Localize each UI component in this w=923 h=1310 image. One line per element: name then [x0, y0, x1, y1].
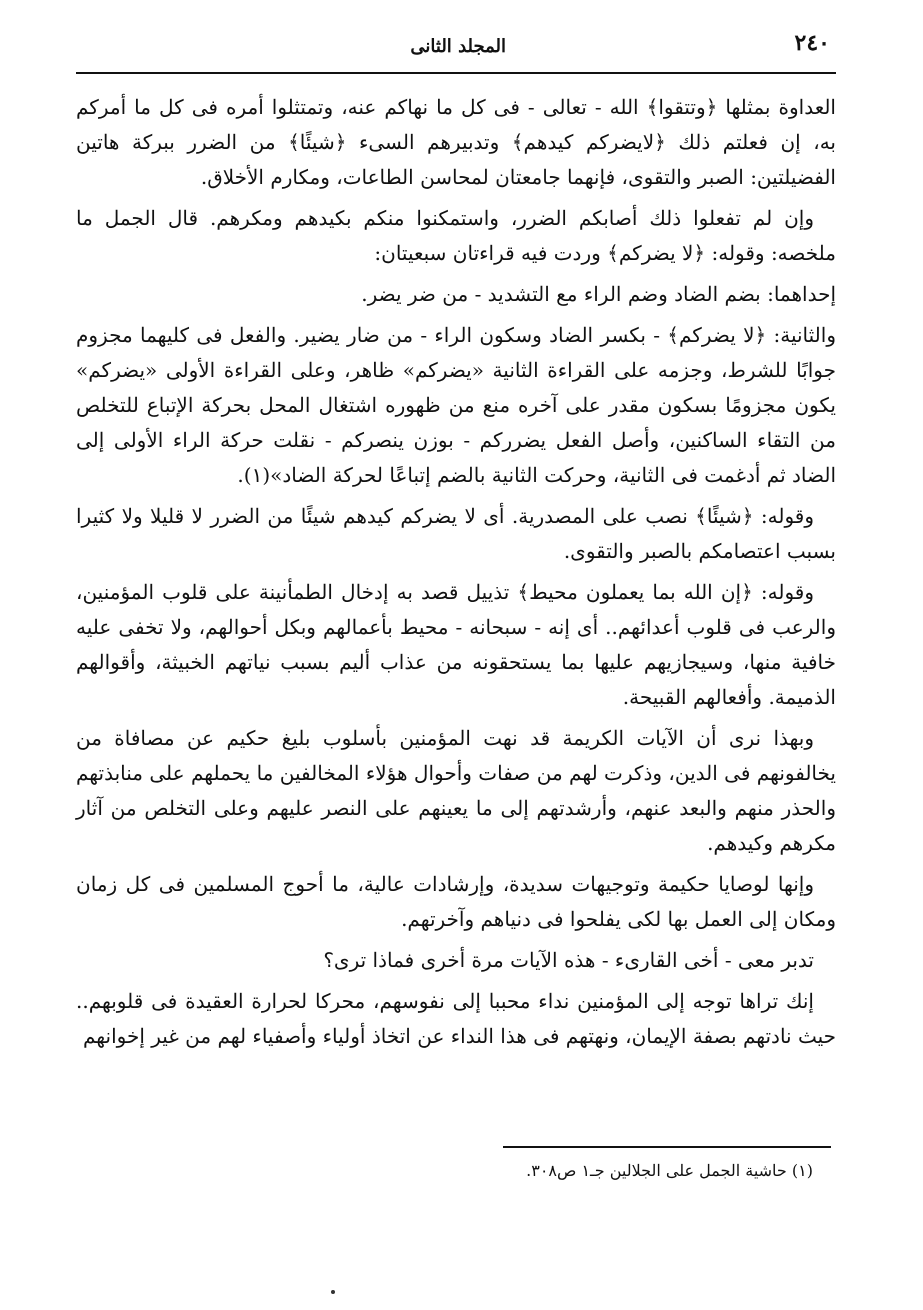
volume-title: المجلد الثانى: [410, 36, 506, 57]
paragraph-8: وإنها لوصايا حكيمة وتوجيهات سديدة، وإرشادات عالية، ما أحوج المسلمين فى كل زمان ومكان إلى العمل بها لكى يفلحوا فى دنياهم وآخرتهم.: [76, 872, 836, 931]
paragraph-6: وقوله: ﴿إن الله بما يعملون محيط﴾ تذييل قصد به إدخال الطمأنينة على قلوب المؤمنين، والرعب فى قلوب أعدائهم.. أى إنه - سبحانه - محيط بأعمالهم وبكل أحوالهم، ولا تخفى عليه خافية منها، وسيجازيهم عليها بما يستحقونه من عذاب أليم بسبب نياتهم الخبيثة، وأقوالهم الذميمة. وأفعالهم القبيحة.: [76, 580, 836, 709]
page-number: ٢٤٠: [794, 30, 830, 56]
footnote: (١) حاشية الجمل على الجلالين جـ١ ص٣٠٨.: [526, 1161, 813, 1180]
paragraph-9: تدبر معى - أخى القارىء - هذه الآيات مرة أخرى فماذا ترى؟: [323, 948, 814, 972]
paragraph-2: وإن لم تفعلوا ذلك أصابكم الضرر، واستمكنوا منكم بكيدهم ومكرهم. قال الجمل ما ملخصه: وقوله: ﴿لا يضركم﴾ وردت فيه قراءتان سبعيتان:: [76, 206, 836, 265]
stray-dot: [331, 1290, 335, 1294]
paragraph-1: العداوة بمثلها ﴿وتتقوا﴾ الله - تعالى - فى كل ما نهاكم عنه، وتمتثلوا أمره فى كل ما أمركم به، إن فعلتم ذلك ﴿لايضركم كيدهم﴾ وتدبيرهم السىء ﴿شيئًا﴾ من الضرر ببركة هاتين الفضيلتين: الصبر والتقوى، فإنهما جامعتان لمحاسن الطاعات، ومكارم الأخلاق.: [76, 95, 836, 189]
footnote-rule: [503, 1146, 831, 1148]
paragraph-4: والثانية: ﴿لا يضركم﴾ - بكسر الضاد وسكون الراء - من ضار يضير. والفعل فى كليهما مجزوم جوابًا للشرط، وجزمه على القراءة الثانية «يضركم» ظاهر، وعلى القراءة الأولى «يضركم» يكون مجزومًا بسكون مقدر على آخره منع من ظهوره اشتغال المحل بحركة الإتباع للتخلص من التقاء الساكنين، وأصل الفعل يضرركم - بوزن ينصركم - نقلت حركة الراء الأولى إلى الضاد ثم أدغمت فى الثانية، وحركت الثانية بالضم إتباعًا لحركة الضاد»(١).: [76, 323, 836, 487]
main-text: [76, 90, 836, 1060]
page-header: [76, 30, 836, 76]
header-rule: [76, 72, 836, 74]
paragraph-3: إحداهما: بضم الضاد وضم الراء مع التشديد - من ضر يضر.: [361, 282, 836, 306]
paragraph-7: وبهذا نرى أن الآيات الكريمة قد نهت المؤمنين بأسلوب بليغ حكيم عن مصافاة من يخالفونهم فى الدين، وذكرت لهم من صفات وأحوال هؤلاء المخالفين ما يحملهم على منابذتهم والحذر منهم والبعد عنهم، وأرشدتهم إلى ما يعينهم على النصر عليهم وعلى التخلص من آثار مكرهم وكيدهم.: [76, 726, 836, 855]
paragraph-10: إنك تراها توجه إلى المؤمنين نداء محببا إلى نفوسهم، محركا لحرارة العقيدة فى قلوبهم.. حيث نادتهم بصفة الإيمان، ونهتهم فى هذا النداء عن اتخاذ أولياء وأصفياء لهم من غير إخوانهم: [76, 989, 836, 1048]
paragraph-5: وقوله: ﴿شيئًا﴾ نصب على المصدرية. أى لا يضركم كيدهم شيئًا من الضرر لا قليلا ولا كثيرا بسبب اعتصامكم بالصبر والتقوى.: [76, 504, 836, 563]
